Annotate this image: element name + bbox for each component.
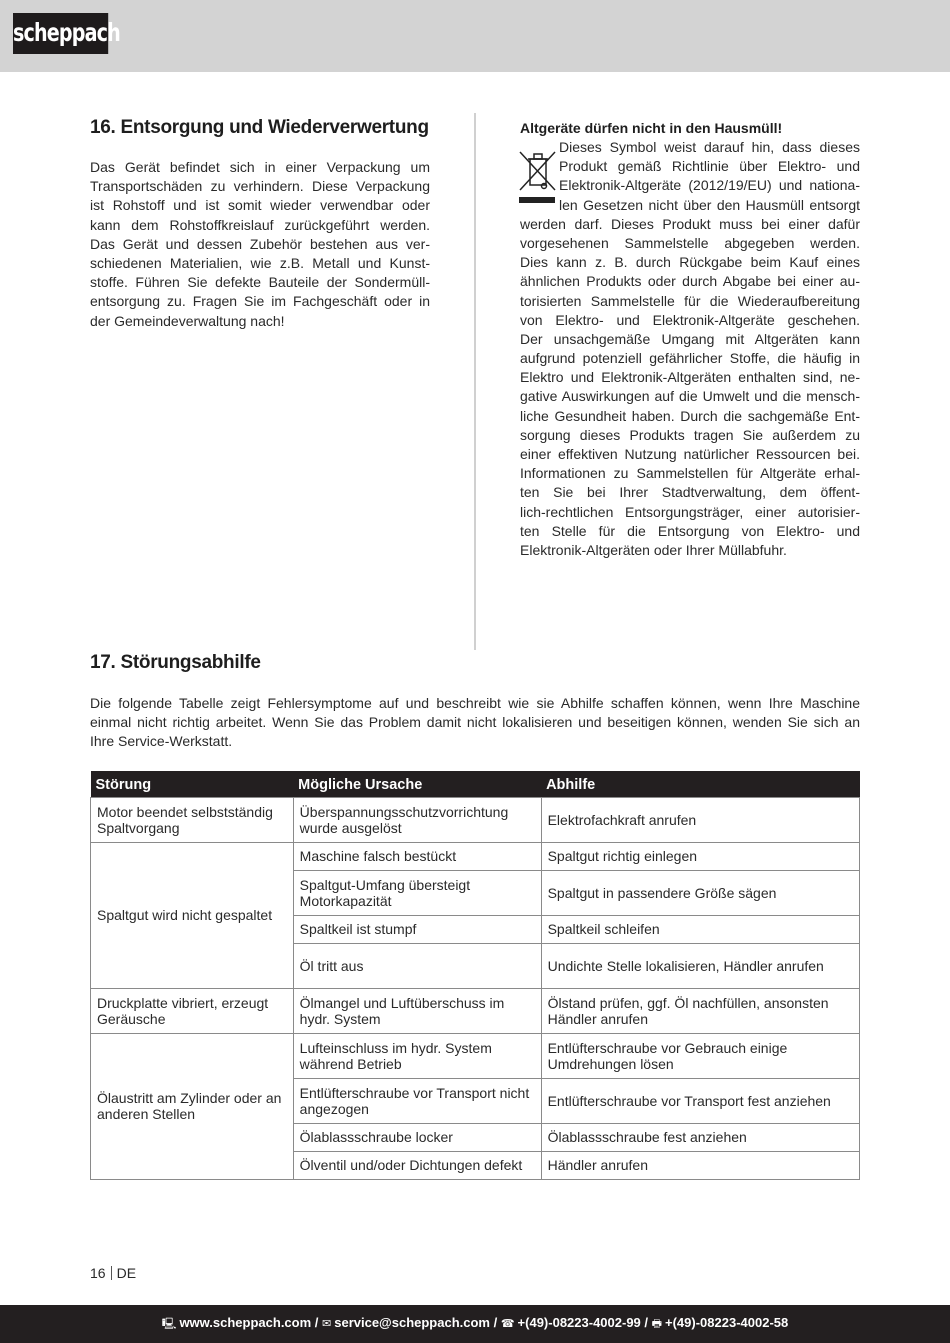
text-line: Transportschäden zu verhindern. Diese Verpackung — [90, 178, 430, 195]
separator: / — [490, 1315, 501, 1330]
cause-cell: Öl tritt aus — [293, 943, 541, 988]
cause-cell: Ölmangel und Luftüberschuss im hydr. System — [293, 988, 541, 1033]
header-bar — [0, 0, 950, 72]
fault-cell: Motor beendet selbstständig Spaltvorgang — [91, 797, 294, 842]
cause-cell: Ölventil und/oder Dichtungen defekt — [293, 1151, 541, 1179]
text-line: lich-rechtlichen Entsorgungsträger, einer autorisier- — [520, 503, 860, 520]
fault-cell: Spaltgut wird nicht gespaltet — [91, 842, 294, 988]
troubleshooting-intro — [90, 694, 860, 752]
text-line: ähnlichen Produkts oder durch Abgabe bei einer au- — [520, 273, 860, 290]
text-line: kann dem Rohstoffkreislauf zurückgeführt werden. — [90, 216, 430, 233]
text-line: schiedenen Materialien, wie z.B. Metall und Kunst- — [90, 254, 430, 271]
table-row — [91, 842, 860, 870]
remedy-cell: Händler anrufen — [541, 1151, 859, 1179]
text-line: Elektronik-Altgeräte (2012/19/EU) und nationa- — [559, 177, 860, 194]
footer-bar — [0, 1305, 950, 1343]
remedy-cell: Ölablassschraube fest anziehen — [541, 1123, 859, 1151]
text-line: stoffe. Führen Sie defekte Bauteile der Sondermüll- — [90, 274, 430, 291]
page-language: DE — [116, 1265, 137, 1281]
text-line: sorgung dieses Produkts tragen Sie außerdem zu — [520, 426, 860, 443]
text-line: vorgesehenen Sammelstelle abgegeben werden. — [520, 234, 860, 251]
text-line: der Gemeindeverwaltung nach! — [90, 312, 285, 329]
footer-fax: +(49)-08223-4002-58 — [665, 1315, 789, 1330]
text-line: ten Sie bei Ihrer Stadtverwaltung, dem öffent- — [520, 484, 860, 501]
text-line: aufgrund potenziell gefährlicher Stoffe, die häufig in — [520, 350, 860, 367]
table-row — [91, 988, 860, 1033]
troubleshooting-table — [90, 771, 860, 1180]
remedy-cell: Elektrofachkraft anrufen — [541, 797, 859, 842]
text-line: torisierten Sammelstelle für die Wiederaufbereitung — [520, 292, 860, 309]
table-row — [91, 797, 860, 842]
remedy-cell: Undichte Stelle lokalisieren, Händler anrufen — [541, 943, 859, 988]
header-cause: Mögliche Ursache — [293, 771, 541, 797]
computer-icon: 🖳 — [161, 1318, 177, 1330]
section-17-title: 17. Störungsabhilfe — [90, 652, 261, 673]
page-number — [90, 1265, 136, 1281]
phone-icon: ☎ — [500, 1318, 515, 1330]
text-line: ten Stelle für die Entsorgung von Elektro- und — [520, 522, 860, 539]
text-line: Der unsachgemäße Umgang mit Altgeräten kann — [520, 330, 860, 347]
text-line: Das Gerät und dessen Zubehör bestehen aus ver- — [90, 235, 430, 252]
fault-cell: Druckplatte vibriert, erzeugt Geräusche — [91, 988, 294, 1033]
text-line: liche Gesundheit haben. Durch die sachgemäße Ent- — [520, 407, 860, 424]
cause-cell: Ölablassschraube locker — [293, 1123, 541, 1151]
text-line: Das Gerät befindet sich in einer Verpackung um — [90, 159, 430, 175]
text-line: Elektronik-Altgeräten oder Ihrer Müllabfuhr. — [520, 541, 787, 558]
text-line: Elektro und Elektronik-Altgeräten enthalten sind, ne- — [520, 369, 860, 386]
text-line: Informationen zu Sammelstellen für Altgeräte erhal- — [520, 465, 860, 482]
text-line: werden darf. Dieses Produkt muss bei einer dafür — [520, 215, 860, 232]
cause-cell: Überspannungsschutzvorrichtung wurde ausgelöst — [293, 797, 541, 842]
text-line: Ihre Service-Werkstatt. — [90, 733, 233, 750]
table-header-row — [91, 771, 860, 797]
page-number-value: 16 — [90, 1265, 106, 1281]
section-16-title: 16. Entsorgung und Wiederverwertung — [90, 117, 429, 138]
text-line: Die folgende Tabelle zeigt Fehlersymptome auf und beschreibt wie sie Abhilfe schaffen können, wenn Ihre Maschine — [90, 695, 860, 711]
text-line: einer effektiven Nutzung natürlicher Ressourcen bei. — [520, 446, 860, 462]
remedy-cell: Ölstand prüfen, ggf. Öl nachfüllen, ansonsten Händler anrufen — [541, 988, 859, 1033]
text-line: Dieses Symbol weist darauf hin, dass dieses — [559, 139, 860, 155]
disposal-text — [90, 158, 430, 331]
fault-cell: Ölaustritt am Zylinder oder an anderen Stellen — [91, 1033, 294, 1179]
text-line: Produkt gemäß Richtlinie über Elektro- und — [559, 158, 860, 175]
footer-phone: +(49)-08223-4002-99 — [517, 1315, 641, 1330]
text-line: von Elektro- und Elektronik-Altgeräte geschehen. — [520, 311, 860, 328]
text-line: len Gesetzen nicht über den Hausmüll entsorgt — [559, 196, 860, 213]
remedy-cell: Spaltgut richtig einlegen — [541, 842, 859, 870]
cause-cell: Spaltkeil ist stumpf — [293, 915, 541, 943]
footer-email[interactable]: service@scheppach.com — [334, 1315, 490, 1330]
header-remedy: Abhilfe — [541, 771, 859, 797]
separator: / — [311, 1315, 323, 1330]
text-line: einmal nicht richtig arbeitet. Wenn Sie das Problem damit nicht lokalisieren und beseitigen können, wenden Sie sich an — [90, 714, 860, 731]
cause-cell: Maschine falsch bestückt — [293, 842, 541, 870]
header-fault: Störung — [91, 771, 294, 797]
table-row — [91, 1033, 860, 1078]
remedy-cell: Entlüfterschraube vor Gebrauch einige Umdrehungen lösen — [541, 1033, 859, 1078]
text-line: Dies kann z. B. durch Rückgabe beim Kauf eines — [520, 254, 860, 271]
mail-icon: ✉ — [322, 1318, 332, 1330]
weee-heading: Altgeräte dürfen nicht in den Hausmüll! — [520, 120, 783, 136]
text-line: gative Auswirkungen auf die Umwelt und die mensch- — [520, 388, 860, 405]
weee-text — [520, 138, 860, 560]
scheppach-logo: scheppach — [13, 13, 108, 54]
cause-cell: Spaltgut-Umfang übersteigt Motorkapazität — [293, 870, 541, 915]
cause-cell: Entlüfterschraube vor Transport nicht angezogen — [293, 1078, 541, 1123]
footer-website[interactable]: www.scheppach.com — [179, 1315, 312, 1330]
separator: / — [640, 1315, 652, 1330]
text-line: entsorgung zu. Fragen Sie im Fachgeschäft oder in — [90, 293, 430, 310]
text-line: ist Rohstoff und ist somit wieder verwendbar oder — [90, 197, 430, 214]
cause-cell: Lufteinschluss im hydr. System während Betrieb — [293, 1033, 541, 1078]
remedy-cell: Spaltkeil schleifen — [541, 915, 859, 943]
remedy-cell: Entlüfterschraube vor Transport fest anziehen — [541, 1078, 859, 1123]
fax-icon: 🖶 — [651, 1318, 663, 1330]
column-divider — [474, 113, 476, 650]
remedy-cell: Spaltgut in passendere Größe sägen — [541, 870, 859, 915]
